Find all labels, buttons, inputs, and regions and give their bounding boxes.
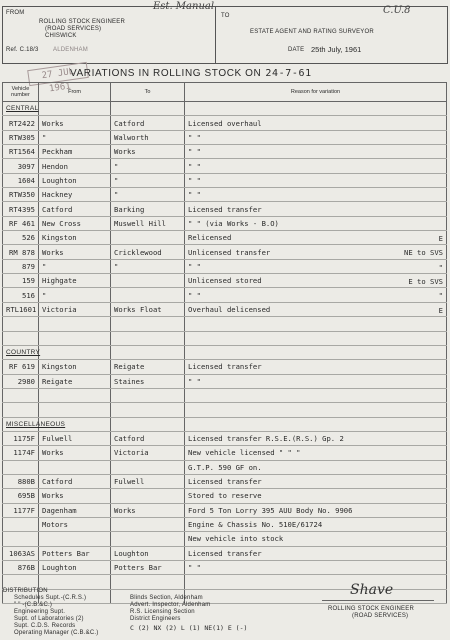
reason-cell bbox=[185, 216, 447, 230]
reason-text: " " bbox=[188, 261, 201, 271]
to-cell bbox=[111, 517, 185, 531]
reason-text: Licensed transfer R.S.E.(R.S.) Gp. 2 bbox=[188, 434, 344, 444]
vehicle-cell: RT2422 bbox=[3, 116, 39, 130]
from-cell: Loughton bbox=[39, 561, 111, 575]
vehicle-cell: 526 bbox=[3, 231, 39, 245]
reason-text: " " bbox=[188, 190, 201, 200]
vehicle-cell: 159 bbox=[3, 274, 39, 288]
vehicle-cell: 1177F bbox=[3, 503, 39, 517]
from-cell: Works bbox=[39, 446, 111, 460]
reason-cell bbox=[185, 173, 447, 187]
from-cell: Catford bbox=[39, 202, 111, 216]
reason-cell bbox=[185, 202, 447, 216]
reason-cell bbox=[185, 360, 447, 374]
reason-text: New vehicle licensed " " " bbox=[188, 448, 301, 458]
empty-cell bbox=[111, 417, 185, 431]
table-row bbox=[3, 546, 447, 560]
empty-cell bbox=[39, 345, 111, 359]
to-cell: Works Float bbox=[111, 302, 185, 316]
table-row bbox=[3, 130, 447, 144]
signature: Shave bbox=[350, 582, 394, 598]
from-line-1: ROLLING STOCK ENGINEER bbox=[39, 19, 125, 25]
col-vehicle: Vehicle number bbox=[3, 83, 39, 102]
handwritten-note: Est. Manual bbox=[153, 1, 215, 12]
to-cell: " bbox=[111, 173, 185, 187]
from-cell: Works bbox=[39, 116, 111, 130]
reason-cell bbox=[185, 231, 447, 245]
table-row bbox=[3, 532, 447, 546]
from-cell: Reigate bbox=[39, 374, 111, 388]
empty-cell bbox=[111, 403, 185, 417]
signature-line bbox=[322, 600, 434, 601]
header-box bbox=[2, 1, 448, 64]
from-cell: Peckham bbox=[39, 145, 111, 159]
vehicle-cell: 1604 bbox=[3, 173, 39, 187]
to-cell: Loughton bbox=[111, 546, 185, 560]
reason-text: Licensed overhaul bbox=[188, 118, 262, 128]
reason-cell bbox=[185, 159, 447, 173]
from-cell: Potters Bar bbox=[39, 546, 111, 560]
to-cell: Works bbox=[111, 503, 185, 517]
dist-mid-1: Blinds Section, Aldenham bbox=[130, 595, 203, 601]
vehicle-cell bbox=[3, 517, 39, 531]
received-date-stamp: 27 JUL 1961 bbox=[27, 62, 89, 86]
vehicle-cell: 1063AS bbox=[3, 546, 39, 560]
reason-text: Engine & Chassis No. 510E/61724 bbox=[188, 520, 323, 530]
from-cell: Highgate bbox=[39, 274, 111, 288]
table-row bbox=[3, 474, 447, 488]
to-cell: Reigate bbox=[111, 360, 185, 374]
empty-cell bbox=[111, 331, 185, 345]
empty-cell bbox=[185, 388, 447, 402]
ref-number: Ref. C.18/3 bbox=[6, 47, 39, 53]
reason-cell bbox=[185, 116, 447, 130]
table-row bbox=[3, 431, 447, 445]
reason-cell bbox=[185, 446, 447, 460]
to-cell: " bbox=[111, 159, 185, 173]
empty-cell bbox=[111, 388, 185, 402]
table-row bbox=[3, 259, 447, 273]
from-cell: Fulwell bbox=[39, 431, 111, 445]
empty-cell bbox=[3, 388, 39, 402]
table-header-row bbox=[3, 83, 447, 102]
reason-text: New vehicle into stock bbox=[188, 534, 284, 544]
reason-cell bbox=[185, 517, 447, 531]
to-cell: Walworth bbox=[111, 130, 185, 144]
reason-cell bbox=[185, 546, 447, 560]
section-label: CENTRAL bbox=[3, 102, 39, 116]
footer bbox=[0, 582, 450, 640]
date-label: DATE bbox=[288, 47, 305, 53]
distribution-label: DISTRIBUTION bbox=[3, 588, 48, 594]
reason-text: " " bbox=[188, 161, 201, 171]
table-row bbox=[3, 159, 447, 173]
vehicle-cell: 1175F bbox=[3, 431, 39, 445]
vehicle-cell: 2980 bbox=[3, 374, 39, 388]
from-cell: Motors bbox=[39, 517, 111, 531]
signoff-line-1: ROLLING STOCK ENGINEER bbox=[328, 606, 414, 612]
to-cell bbox=[111, 231, 185, 245]
table-row bbox=[3, 489, 447, 503]
from-line-3: CHISWICK bbox=[45, 33, 77, 39]
section-label: COUNTRY bbox=[3, 345, 39, 359]
section-label: MISCELLANEOUS bbox=[3, 417, 39, 431]
empty-cell bbox=[39, 317, 111, 331]
dist-left-1: Schedules Supt.-(C.R.S.) bbox=[14, 595, 87, 601]
reason-cell bbox=[185, 245, 447, 259]
empty-cell bbox=[111, 102, 185, 116]
reason-text: Overhaul delicensed bbox=[188, 304, 271, 314]
from-cell: New Cross bbox=[39, 216, 111, 230]
to-cell: Potters Bar bbox=[111, 561, 185, 575]
dist-left-3: Engineering Supt. bbox=[14, 609, 66, 615]
reason-cell bbox=[185, 474, 447, 488]
from-cell: " bbox=[39, 288, 111, 302]
reason-text: Licensed transfer bbox=[188, 548, 262, 558]
reason-text: Relicensed bbox=[188, 233, 232, 243]
table-row bbox=[3, 503, 447, 517]
empty-cell bbox=[111, 345, 185, 359]
vehicle-cell: RTW350 bbox=[3, 188, 39, 202]
to-cell bbox=[111, 288, 185, 302]
reason-extra: E to SVS bbox=[408, 277, 443, 287]
empty-cell bbox=[3, 331, 39, 345]
empty-cell bbox=[185, 345, 447, 359]
to-cell: Barking bbox=[111, 202, 185, 216]
table-row bbox=[3, 561, 447, 575]
reason-extra: " bbox=[438, 291, 443, 301]
col-from: From bbox=[39, 83, 111, 102]
empty-cell bbox=[185, 102, 447, 116]
reason-text: " " bbox=[188, 290, 201, 300]
blank-row bbox=[3, 388, 447, 402]
from-cell: Victoria bbox=[39, 302, 111, 316]
title-text: VARIATIONS IN ROLLING STOCK ON bbox=[70, 68, 262, 79]
to-label: TO bbox=[221, 13, 230, 19]
empty-cell bbox=[39, 388, 111, 402]
from-line-2: (ROAD SERVICES) bbox=[45, 26, 102, 32]
reason-cell bbox=[185, 532, 447, 546]
table-row bbox=[3, 173, 447, 187]
dist-left-6: Operating Manager (C.B.&C.) bbox=[14, 630, 99, 636]
reason-text: G.T.P. 590 GF on. bbox=[188, 462, 262, 472]
vehicle-cell: RT4395 bbox=[3, 202, 39, 216]
reason-text: " " bbox=[188, 563, 201, 573]
section-row bbox=[3, 417, 447, 431]
reason-text: Licensed transfer bbox=[188, 204, 262, 214]
from-cell: " bbox=[39, 130, 111, 144]
dist-mid-5: C (2) NX (2) L (1) NE(1) E (-) bbox=[130, 624, 248, 632]
col-to: To bbox=[111, 83, 185, 102]
table-row bbox=[3, 274, 447, 288]
reason-cell bbox=[185, 561, 447, 575]
from-cell: Catford bbox=[39, 474, 111, 488]
from-cell: Kingston bbox=[39, 231, 111, 245]
vehicle-cell: 879 bbox=[3, 259, 39, 273]
document-title bbox=[70, 68, 312, 79]
empty-cell bbox=[111, 317, 185, 331]
reason-cell bbox=[185, 460, 447, 474]
vehicle-cell bbox=[3, 460, 39, 474]
blank-row bbox=[3, 331, 447, 345]
empty-cell bbox=[39, 403, 111, 417]
to-cell bbox=[111, 532, 185, 546]
vehicle-cell: RTL1601 bbox=[3, 302, 39, 316]
variations-table bbox=[2, 82, 447, 604]
reason-text: " " (via Works - B.O) bbox=[188, 218, 279, 228]
vehicle-cell bbox=[3, 532, 39, 546]
blank-row bbox=[3, 403, 447, 417]
table-row bbox=[3, 188, 447, 202]
reason-text: Stored to reserve bbox=[188, 491, 262, 501]
reason-cell bbox=[185, 188, 447, 202]
dist-mid-4: District Engineers bbox=[130, 616, 181, 622]
to-cell: " bbox=[111, 259, 185, 273]
vehicle-cell: 1174F bbox=[3, 446, 39, 460]
section-row bbox=[3, 345, 447, 359]
to-cell: " bbox=[111, 188, 185, 202]
reason-cell bbox=[185, 145, 447, 159]
empty-cell bbox=[185, 417, 447, 431]
to-text: ESTATE AGENT AND RATING SURVEYOR bbox=[250, 29, 374, 35]
reason-text: " " bbox=[188, 175, 201, 185]
dist-left-4: Supt. of Laboratories (2) bbox=[14, 616, 84, 622]
reason-extra: NE to SVS bbox=[404, 248, 443, 258]
table-row bbox=[3, 446, 447, 460]
vehicle-cell: RT1564 bbox=[3, 145, 39, 159]
table-row bbox=[3, 374, 447, 388]
table-row bbox=[3, 460, 447, 474]
empty-cell bbox=[3, 403, 39, 417]
reason-cell bbox=[185, 130, 447, 144]
to-cell: Cricklewood bbox=[111, 245, 185, 259]
dist-mid-3: R.S. Licensing Section bbox=[130, 609, 195, 615]
from-label: FROM bbox=[6, 10, 25, 16]
reason-extra: " bbox=[438, 262, 443, 272]
from-cell: Works bbox=[39, 245, 111, 259]
to-cell: Works bbox=[111, 145, 185, 159]
reason-cell bbox=[185, 288, 447, 302]
reason-extra: E bbox=[438, 305, 443, 315]
reason-cell bbox=[185, 489, 447, 503]
header-divider bbox=[215, 7, 216, 63]
handwritten-code: C.U.8 bbox=[383, 5, 411, 16]
table-row bbox=[3, 145, 447, 159]
to-cell bbox=[111, 489, 185, 503]
dist-left-5: Supt. C.D.S. Records bbox=[14, 623, 76, 629]
from-cell: Loughton bbox=[39, 173, 111, 187]
to-cell: Muswell Hill bbox=[111, 216, 185, 230]
from-cell: Hendon bbox=[39, 159, 111, 173]
to-cell: Catford bbox=[111, 116, 185, 130]
to-cell: Victoria bbox=[111, 446, 185, 460]
to-cell: Staines bbox=[111, 374, 185, 388]
empty-cell bbox=[185, 317, 447, 331]
from-cell: " bbox=[39, 259, 111, 273]
col-reason: Reason for variation bbox=[185, 83, 447, 102]
table-row bbox=[3, 216, 447, 230]
reason-cell bbox=[185, 302, 447, 316]
reason-text: Ford 5 Ton Lorry 395 AUU Body No. 9906 bbox=[188, 505, 353, 515]
reason-cell bbox=[185, 431, 447, 445]
table-row bbox=[3, 288, 447, 302]
reason-text: Licensed transfer bbox=[188, 362, 262, 372]
vehicle-cell: RF 461 bbox=[3, 216, 39, 230]
signoff-line-2: (ROAD SERVICES) bbox=[352, 613, 409, 619]
empty-cell bbox=[185, 403, 447, 417]
table-row bbox=[3, 202, 447, 216]
reason-cell bbox=[185, 503, 447, 517]
table-body bbox=[3, 102, 447, 604]
table-row bbox=[3, 360, 447, 374]
ref-stamp: ALDENHAM bbox=[53, 47, 88, 53]
table-row bbox=[3, 245, 447, 259]
from-cell bbox=[39, 532, 111, 546]
empty-cell bbox=[39, 102, 111, 116]
vehicle-cell: 516 bbox=[3, 288, 39, 302]
reason-extra: E bbox=[438, 234, 443, 244]
from-cell: Kingston bbox=[39, 360, 111, 374]
from-cell: Hackney bbox=[39, 188, 111, 202]
to-cell bbox=[111, 460, 185, 474]
date-value: 25th July, 1961 bbox=[311, 45, 362, 54]
table-row bbox=[3, 116, 447, 130]
reason-text: Unlicensed transfer bbox=[188, 247, 271, 257]
empty-cell bbox=[185, 331, 447, 345]
vehicle-cell: RF 619 bbox=[3, 360, 39, 374]
vehicle-cell: 3097 bbox=[3, 159, 39, 173]
reason-text: " " bbox=[188, 147, 201, 157]
reason-text: " " bbox=[188, 376, 201, 386]
reason-cell bbox=[185, 274, 447, 288]
empty-cell bbox=[3, 317, 39, 331]
from-cell bbox=[39, 460, 111, 474]
table-row bbox=[3, 302, 447, 316]
reason-text: " " bbox=[188, 132, 201, 142]
vehicle-cell: 880B bbox=[3, 474, 39, 488]
reason-cell bbox=[185, 259, 447, 273]
vehicle-cell: RTW305 bbox=[3, 130, 39, 144]
vehicle-cell: 695B bbox=[3, 489, 39, 503]
vehicle-cell: 876B bbox=[3, 561, 39, 575]
from-cell: Dagenham bbox=[39, 503, 111, 517]
empty-cell bbox=[39, 331, 111, 345]
dist-left-2: " " -(C.B.&C.) bbox=[14, 602, 53, 608]
reason-text: Licensed transfer bbox=[188, 477, 262, 487]
reason-cell bbox=[185, 374, 447, 388]
from-cell: Works bbox=[39, 489, 111, 503]
reason-text: Unlicensed stored bbox=[188, 276, 262, 286]
section-row bbox=[3, 102, 447, 116]
dist-mid-2: Advert. Inspector, Aldenham bbox=[130, 602, 211, 608]
to-cell: Fulwell bbox=[111, 474, 185, 488]
to-cell: Catford bbox=[111, 431, 185, 445]
vehicle-cell: RM 878 bbox=[3, 245, 39, 259]
table-row bbox=[3, 517, 447, 531]
to-cell bbox=[111, 274, 185, 288]
title-date: 24-7-61 bbox=[265, 68, 312, 79]
table-row bbox=[3, 231, 447, 245]
blank-row bbox=[3, 317, 447, 331]
